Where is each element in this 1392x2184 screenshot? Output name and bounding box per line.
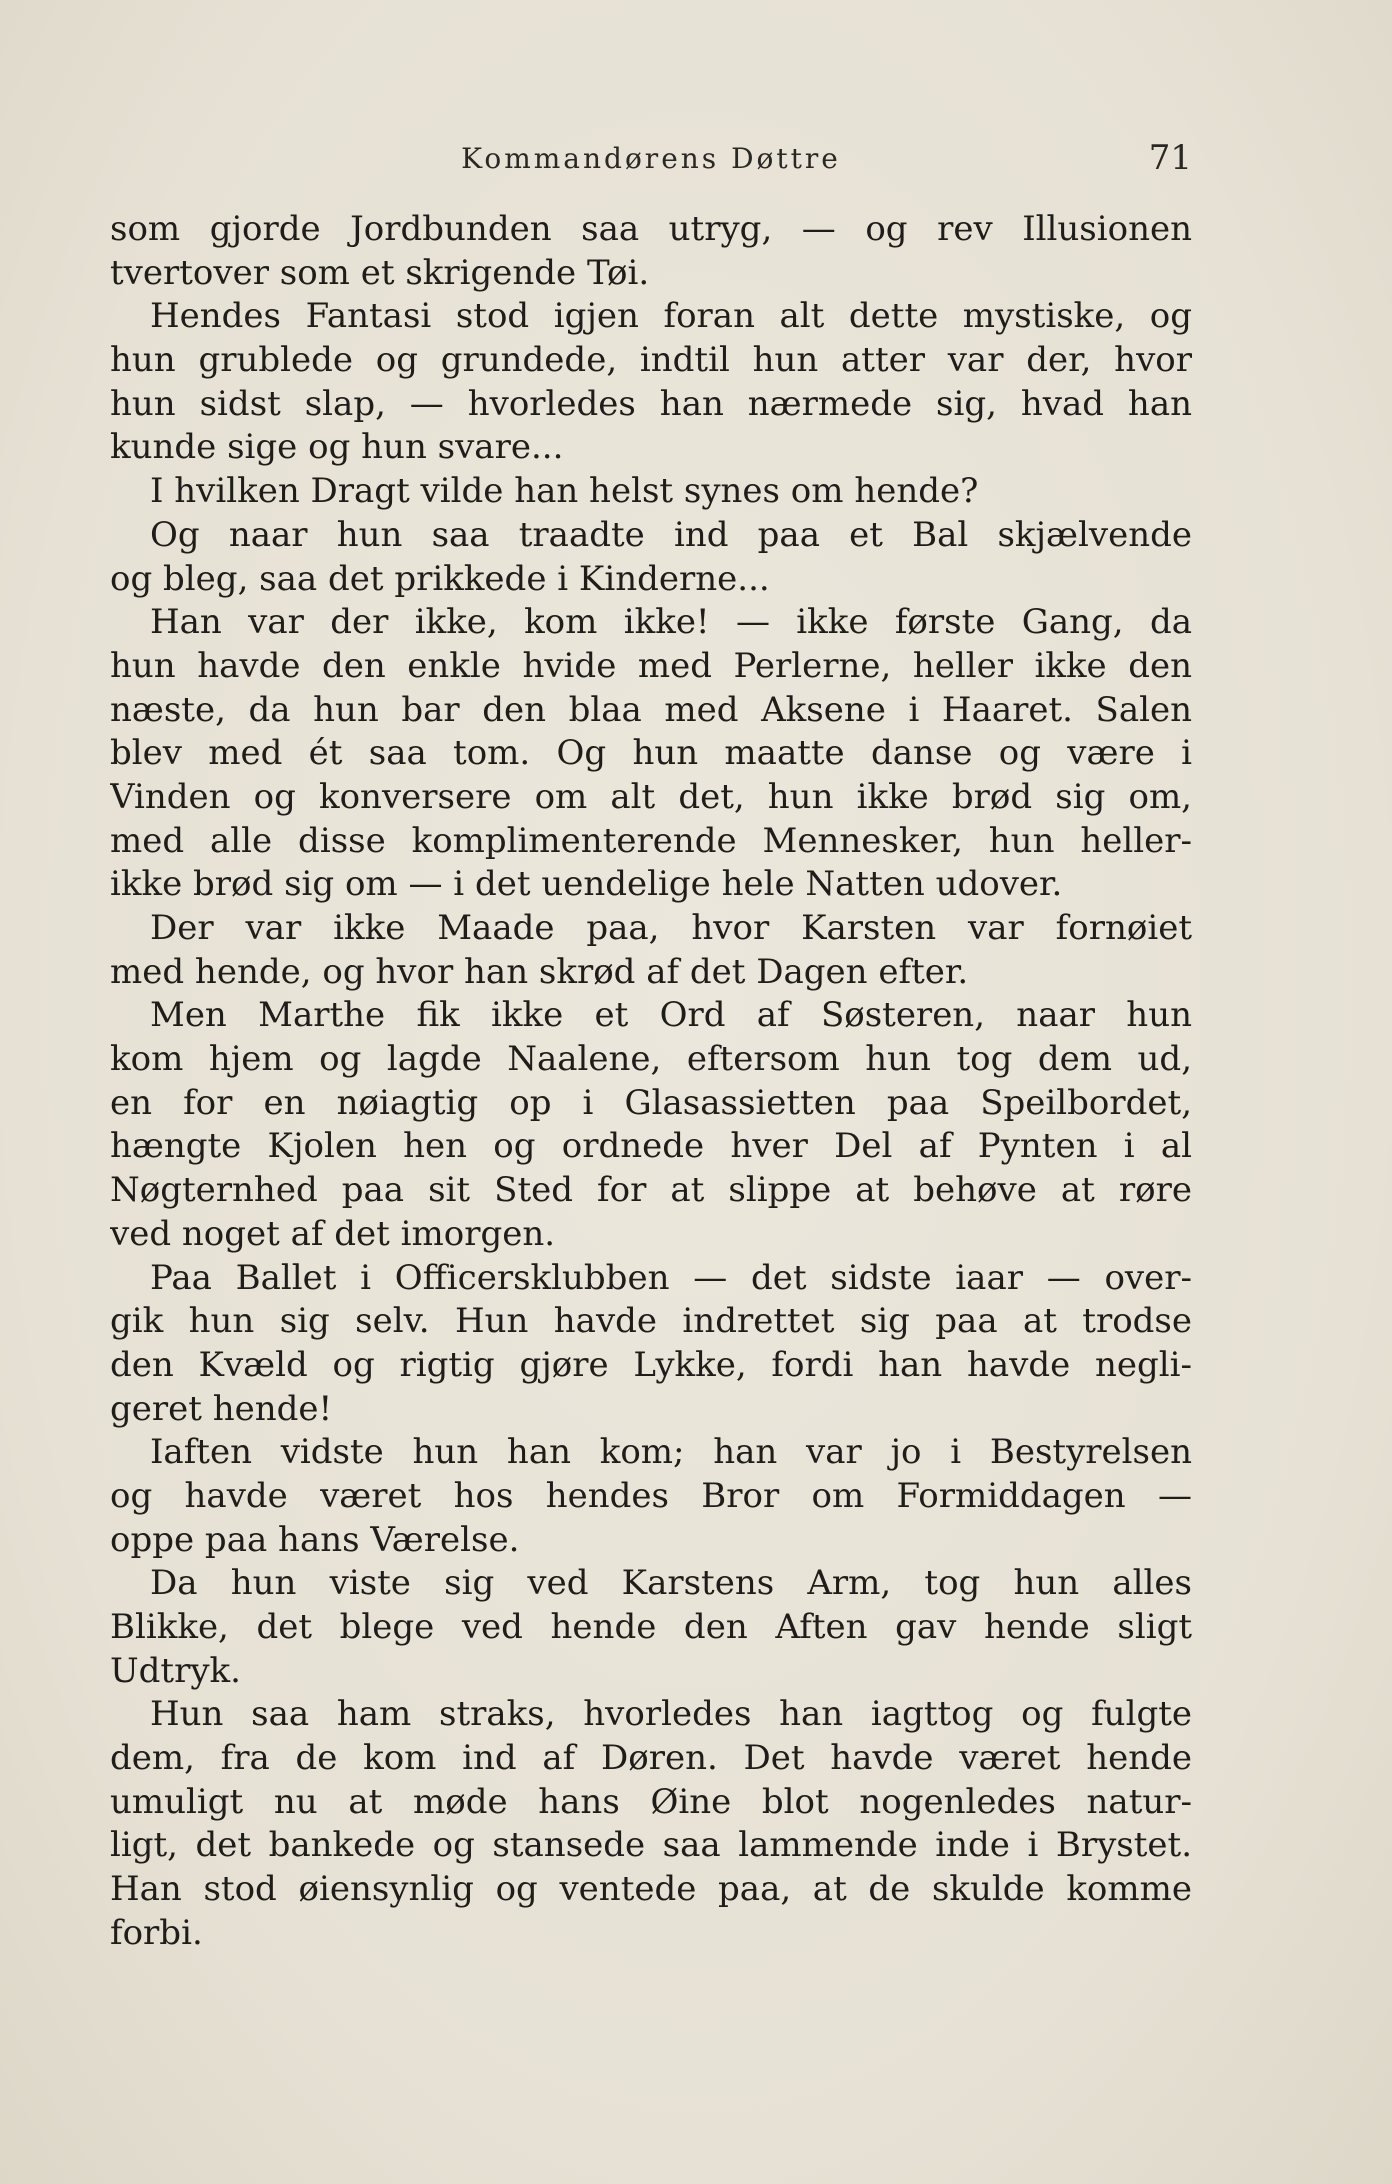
text-line: Blikke, det blege ved hende den Aften gav hende sligt [110,1607,1192,1647]
text-line: hun grublede og grundede, indtil hun atter var der, hvor [110,340,1192,381]
text-line: geret hende! [110,1388,333,1429]
text-line: blev med ét saa tom. Og hun maatte danse og være i [110,733,1192,774]
text-line: kunde sige og hun svare... [110,427,564,468]
text-line: Der var ikke Maade paa, hvor Karsten var fornøiet [150,908,1192,948]
text-line: Da hun viste sig ved Karstens Arm, tog hun alles [150,1563,1192,1604]
text-line: gik hun sig selv. Hun havde indrettet sig paa at trodse [110,1301,1192,1342]
text-line: og havde været hos hendes Bror om Formiddagen — [110,1475,1192,1516]
text-line: oppe paa hans Værelse. [110,1519,520,1560]
text-line: hængte Kjolen hen og ordnede hver Del af Pynten i al [110,1126,1192,1167]
page-number: 71 [1148,138,1192,178]
page-header [110,138,1192,186]
text-line: Paa Ballet i Officersklubben — det sidste iaar — over- [150,1257,1192,1298]
text-line: Og naar hun saa traadte ind paa et Bal skjælvende [150,514,1192,555]
text-line: umuligt nu at møde hans Øine blot nogenledes natur- [110,1781,1192,1822]
text-line: dem, fra de kom ind af Døren. Det havde været hende [110,1738,1192,1779]
text-line: Hun saa ham straks, hvorledes han iagttog og fulgte [150,1694,1192,1735]
text-line: hun havde den enkle hvide med Perlerne, heller ikke den [110,645,1192,686]
text-line: Nøgternhed paa sit Sted for at slippe at behøve at røre [110,1170,1192,1211]
text-line: Han stod øiensynlig og ventede paa, at de skulde komme [110,1869,1192,1910]
body-text [110,208,1192,1956]
text-line: forbi. [110,1912,203,1953]
text-line: den Kvæld og rigtig gjøre Lykke, fordi han havde negli- [110,1344,1192,1385]
text-line: Hendes Fantasi stod igjen foran alt dette mystiske, og [150,296,1192,337]
text-line: som gjorde Jordbunden saa utryg, — og rev Illusionen [110,209,1192,249]
text-line: Vinden og konversere om alt det, hun ikke brød sig om, [110,776,1192,817]
running-title: Kommandørens Døttre [461,142,841,175]
text-line: næste, da hun bar den blaa med Aksene i Haaret. Salen [110,689,1192,730]
text-line: ligt, det bankede og stansede saa lammende inde i Brystet. [110,1825,1192,1866]
text-line: hun sidst slap, — hvorledes han nærmede sig, hvad han [110,383,1192,424]
text-line: med hende, og hvor han skrød af det Dagen efter. [110,951,969,992]
text-line: tvertover som et skrigende Tøi. [110,252,650,293]
text-line: med alle disse komplimenterende Mennesker, hun heller- [110,820,1192,861]
text-line: Han var der ikke, kom ikke! — ikke første Gang, da [150,602,1192,643]
text-line: Udtryk. [110,1650,241,1691]
text-line: Men Marthe fik ikke et Ord af Søsteren, naar hun [150,995,1192,1036]
text-line: I hvilken Dragt vilde han helst synes om hende? [150,471,979,512]
text-line: Iaften vidste hun han kom; han var jo i Bestyrelsen [150,1432,1192,1473]
text-line: ikke brød sig om — i det uendelige hele Natten udover. [110,864,1063,905]
text-line: og bleg, saa det prikkede i Kinderne... [110,558,770,599]
text-line: kom hjem og lagde Naalene, eftersom hun tog dem ud, [110,1039,1192,1080]
text-line: ved noget af det imorgen. [110,1213,556,1254]
text-line: en for en nøiagtig op i Glasassietten paa Speilbordet, [110,1082,1192,1123]
